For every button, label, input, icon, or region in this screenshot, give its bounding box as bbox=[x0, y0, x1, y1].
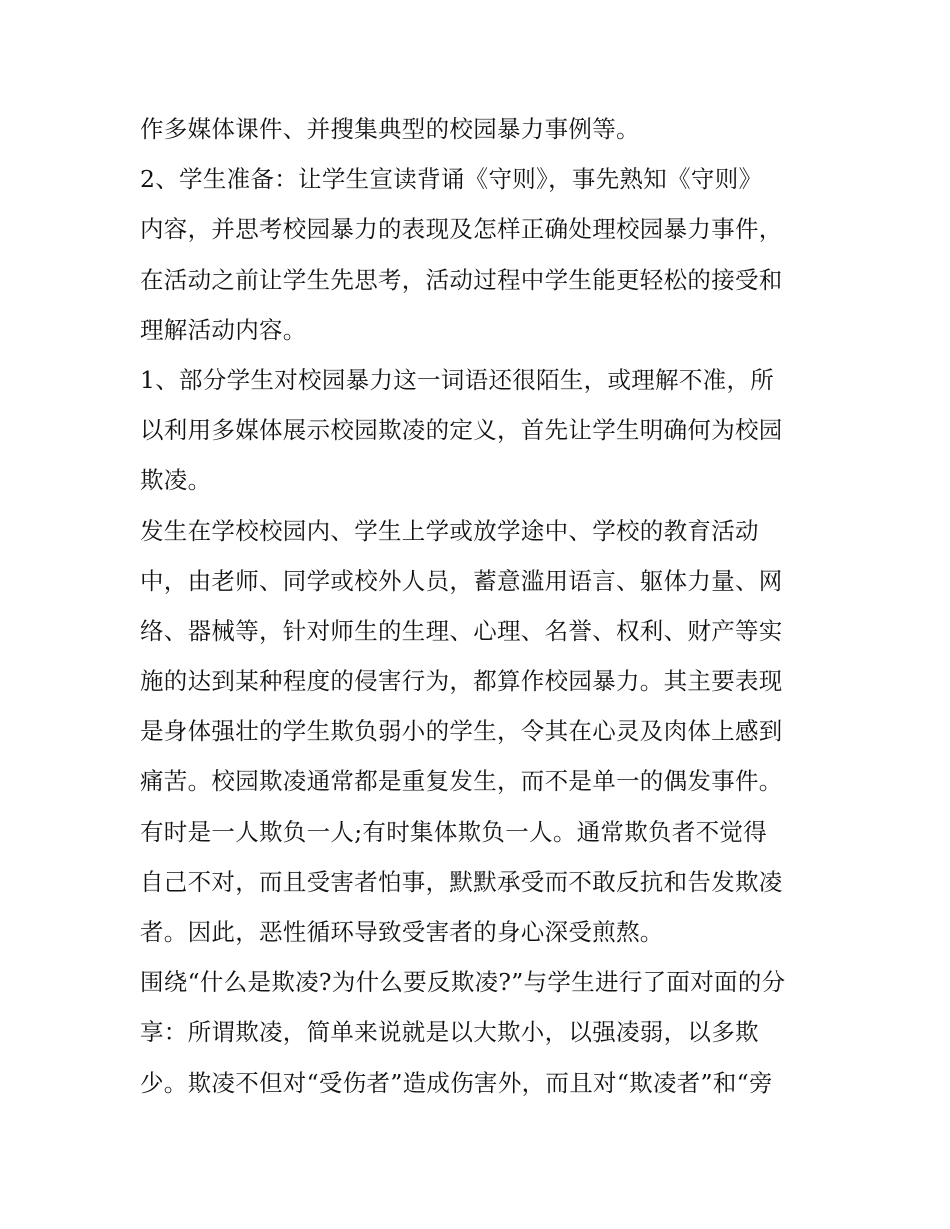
text-line: 在活动之前让学生先思考，活动过程中学生能更轻松的接受和 bbox=[140, 265, 783, 294]
text-line: 作多媒体课件、并搜集典型的校园暴力事例等。 bbox=[140, 115, 640, 143]
text-line: 少。欺凌不但对“受伤者”造成伤害外，而且对“欺凌者”和“旁 bbox=[140, 1068, 773, 1097]
text-line: 内容，并思考校园暴力的表现及怎样正确处理校园暴力事件， bbox=[140, 215, 783, 244]
text-line: 围绕“什么是欺凌?为什么要反欺凌?”与学生进行了面对面的分 bbox=[140, 968, 786, 997]
text-line: 络、器械等，针对师生的生理、心理、名誉、权利、财产等实 bbox=[140, 616, 783, 645]
text-line: 是身体强壮的学生欺负弱小的学生，令其在心灵及肉体上感到 bbox=[140, 717, 783, 746]
text-line: 理解活动内容。 bbox=[140, 315, 307, 344]
text-line: 痛苦。校园欺凌通常都是重复发生，而不是单一的偶发事件。 bbox=[140, 767, 783, 796]
text-line: 自己不对，而且受害者怕事，默默承受而不敢反抗和告发欺凌 bbox=[140, 867, 783, 896]
text-line: 中，由老师、同学或校外人员，蓄意滥用语言、躯体力量、网 bbox=[140, 566, 783, 595]
text-line: 1、部分学生对校园暴力这一词语还很陌生，或理解不准，所 bbox=[140, 365, 775, 394]
text-line: 施的达到某种程度的侵害行为，都算作校园暴力。其主要表现 bbox=[140, 667, 783, 696]
text-line: 2、学生准备：让学生宣读背诵《守则》，事先熟知《守则》 bbox=[140, 165, 763, 194]
text-line: 欺凌。 bbox=[140, 466, 212, 495]
text-line: 有时是一人欺负一人;有时集体欺负一人。通常欺负者不觉得 bbox=[140, 817, 768, 846]
text-line: 享：所谓欺凌，简单来说就是以大欺小，以强凌弱，以多欺 bbox=[140, 1018, 759, 1047]
text-line: 者。因此，恶性循环导致受害者的身心深受煎熬。 bbox=[140, 918, 664, 946]
text-line: 发生在学校校园内、学生上学或放学途中、学校的教育活动 bbox=[140, 516, 759, 545]
document-body bbox=[140, 104, 820, 1108]
text-line: 以利用多媒体展示校园欺凌的定义，首先让学生明确何为校园 bbox=[140, 416, 783, 445]
